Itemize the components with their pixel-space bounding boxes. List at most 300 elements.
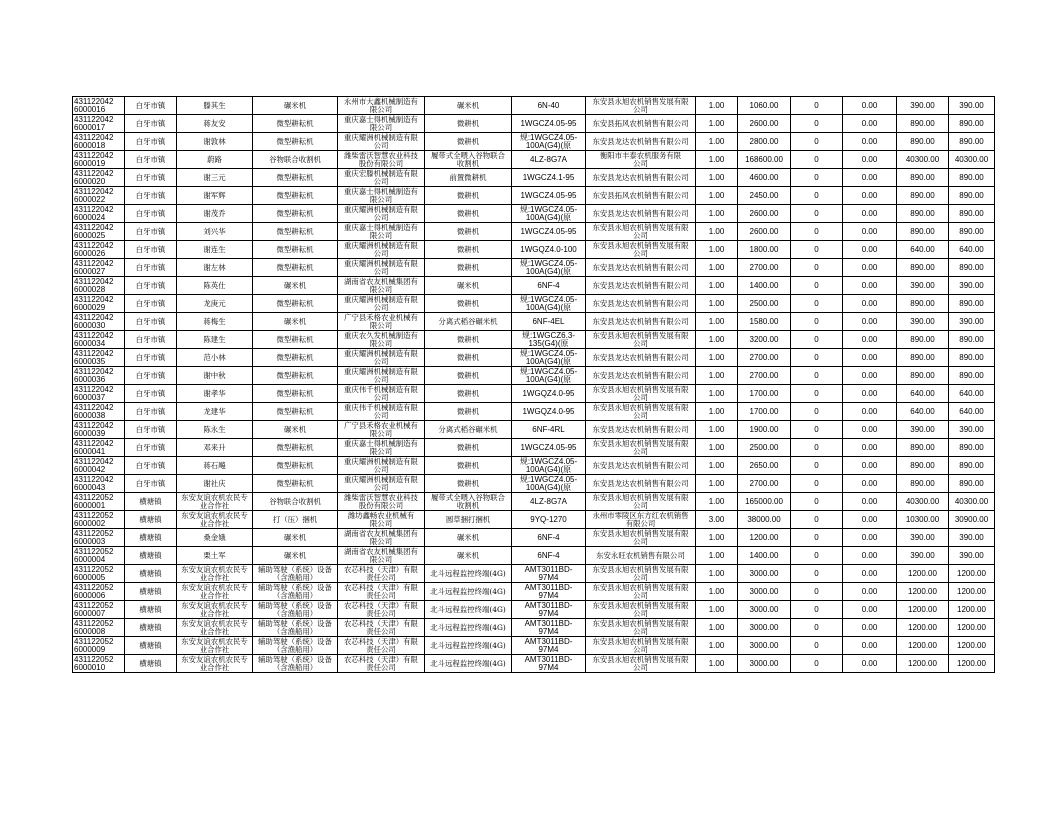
cell-category: 辅助驾驶（系统）设备 （含渔船用）: [253, 637, 338, 655]
cell-c1: 0: [791, 331, 843, 349]
cell-category: 微型耕耘机: [253, 169, 338, 187]
cell-c1: 0: [791, 223, 843, 241]
cell-sub2: 890.00: [949, 367, 995, 385]
cell-id: 431122042 6000028: [73, 277, 125, 295]
cell-model: 1WGCZ4.05-95: [512, 223, 586, 241]
cell-price: 2500.00: [738, 295, 791, 313]
cell-id: 431122052 6000006: [73, 583, 125, 601]
cell-maker: 重庆耀洲机械制造有限 公司: [338, 205, 425, 223]
cell-price: 4600.00: [738, 169, 791, 187]
cell-c1: 0: [791, 133, 843, 151]
cell-item: 履带式全喂入谷物联合 收割机: [425, 151, 512, 169]
cell-qty: 1.00: [696, 421, 738, 439]
cell-category: 辅助驾驶（系统）设备 （含渔船用）: [253, 619, 338, 637]
table-row: [73, 295, 995, 313]
cell-buyer: 东安友谊农机农民专 业合作社: [177, 565, 253, 583]
cell-model: 规:1WGCZ4.05- 100A(G4)(原: [512, 367, 586, 385]
table-row: [73, 115, 995, 133]
cell-category: 微型耕耘机: [253, 115, 338, 133]
table-row: [73, 169, 995, 187]
cell-item: 碾米机: [425, 97, 512, 115]
cell-sub2: 1200.00: [949, 637, 995, 655]
cell-qty: 1.00: [696, 475, 738, 493]
cell-qty: 1.00: [696, 601, 738, 619]
cell-dealer: 东安县永旭农机销售发展有限 公司: [586, 565, 696, 583]
cell-sub1: 890.00: [897, 187, 949, 205]
cell-buyer: 蔚路: [177, 151, 253, 169]
cell-model: 4LZ-8G7A: [512, 151, 586, 169]
cell-sub1: 890.00: [897, 259, 949, 277]
cell-maker: 重庆嘉士得机械制造有 限公司: [338, 223, 425, 241]
cell-town: 白牙市镇: [125, 295, 177, 313]
cell-town: 横塘镇: [125, 529, 177, 547]
table-row: [73, 529, 995, 547]
cell-sub2: 890.00: [949, 295, 995, 313]
cell-category: 微型耕耘机: [253, 205, 338, 223]
cell-dealer: 东安县龙达农机销售有限公司: [586, 313, 696, 331]
cell-price: 38000.00: [738, 511, 791, 529]
cell-buyer: 谢孝华: [177, 385, 253, 403]
cell-maker: 湖南省农友机械集团有 限公司: [338, 547, 425, 565]
cell-id: 431122052 6000003: [73, 529, 125, 547]
cell-town: 白牙市镇: [125, 151, 177, 169]
cell-dealer: 东安县拓风农机销售有限公司: [586, 187, 696, 205]
cell-qty: 1.00: [696, 277, 738, 295]
subsidy-table: [72, 96, 995, 673]
cell-id: 431122042 6000037: [73, 385, 125, 403]
cell-c1: 0: [791, 655, 843, 673]
cell-maker: 重庆耀洲机械制造有限 公司: [338, 349, 425, 367]
cell-price: 1800.00: [738, 241, 791, 259]
cell-sub2: 390.00: [949, 313, 995, 331]
cell-c2: 0.00: [843, 529, 897, 547]
cell-sub2: 640.00: [949, 403, 995, 421]
cell-sub1: 390.00: [897, 277, 949, 295]
cell-sub2: 1200.00: [949, 619, 995, 637]
cell-id: 431122042 6000038: [73, 403, 125, 421]
cell-item: 分离式稻谷碾米机: [425, 313, 512, 331]
cell-model: 6N-40: [512, 97, 586, 115]
cell-price: 2650.00: [738, 457, 791, 475]
cell-item: 微耕机: [425, 403, 512, 421]
table-row: [73, 637, 995, 655]
cell-item: 北斗远程监控终端(4G): [425, 619, 512, 637]
cell-id: 431122052 6000008: [73, 619, 125, 637]
cell-sub2: 890.00: [949, 349, 995, 367]
cell-c1: 0: [791, 637, 843, 655]
cell-maker: 湖南省农友机械集团有 限公司: [338, 277, 425, 295]
table-row: [73, 367, 995, 385]
cell-item: 碾米机: [425, 529, 512, 547]
cell-price: 2700.00: [738, 475, 791, 493]
table-row: [73, 493, 995, 511]
cell-sub1: 40300.00: [897, 151, 949, 169]
cell-item: 微耕机: [425, 349, 512, 367]
cell-price: 3000.00: [738, 655, 791, 673]
cell-id: 431122042 6000025: [73, 223, 125, 241]
cell-qty: 1.00: [696, 205, 738, 223]
cell-c1: 0: [791, 259, 843, 277]
cell-id: 431122042 6000016: [73, 97, 125, 115]
cell-maker: 重庆耀洲机械制造有限 公司: [338, 295, 425, 313]
cell-model: 6NF-4: [512, 529, 586, 547]
cell-buyer: 滕其生: [177, 97, 253, 115]
cell-id: 431122052 6000001: [73, 493, 125, 511]
cell-item: 北斗远程监控终端(4G): [425, 601, 512, 619]
cell-maker: 农芯科技（天津）有限 责任公司: [338, 583, 425, 601]
cell-town: 横塘镇: [125, 637, 177, 655]
cell-c1: 0: [791, 565, 843, 583]
cell-item: 北斗远程监控终端(4G): [425, 583, 512, 601]
cell-qty: 1.00: [696, 349, 738, 367]
cell-price: 2700.00: [738, 367, 791, 385]
cell-maker: 重庆耀洲机械制造有限 公司: [338, 259, 425, 277]
cell-c1: 0: [791, 547, 843, 565]
cell-town: 横塘镇: [125, 655, 177, 673]
cell-c1: 0: [791, 385, 843, 403]
cell-maker: 潍柴雷沃智慧农业科技 股份有限公司: [338, 151, 425, 169]
cell-qty: 1.00: [696, 403, 738, 421]
cell-c1: 0: [791, 511, 843, 529]
cell-town: 白牙市镇: [125, 97, 177, 115]
cell-town: 横塘镇: [125, 583, 177, 601]
cell-sub2: 390.00: [949, 547, 995, 565]
cell-item: 微耕机: [425, 241, 512, 259]
cell-maker: 重庆宏滕机械制造有限 公司: [338, 169, 425, 187]
cell-sub1: 640.00: [897, 241, 949, 259]
cell-c1: 0: [791, 169, 843, 187]
cell-price: 3000.00: [738, 583, 791, 601]
cell-maker: 永州市大鑫机械制造有 限公司: [338, 97, 425, 115]
cell-qty: 1.00: [696, 169, 738, 187]
cell-sub1: 890.00: [897, 331, 949, 349]
cell-price: 1700.00: [738, 385, 791, 403]
cell-c2: 0.00: [843, 349, 897, 367]
cell-dealer: 东安县永旭农机销售发展有限 公司: [586, 583, 696, 601]
cell-sub1: 640.00: [897, 403, 949, 421]
cell-c2: 0.00: [843, 565, 897, 583]
cell-town: 白牙市镇: [125, 133, 177, 151]
cell-item: 微耕机: [425, 367, 512, 385]
cell-category: 辅助驾驶（系统）设备 （含渔船用）: [253, 583, 338, 601]
cell-buyer: 谢三元: [177, 169, 253, 187]
cell-maker: 农芯科技（天津）有限 责任公司: [338, 637, 425, 655]
cell-c2: 0.00: [843, 187, 897, 205]
cell-category: 微型耕耘机: [253, 133, 338, 151]
cell-model: 规:1WGCZ4.05- 100A(G4)(原: [512, 205, 586, 223]
table-row: [73, 421, 995, 439]
cell-c1: 0: [791, 439, 843, 457]
cell-item: 前置微耕机: [425, 169, 512, 187]
cell-dealer: 东安县龙达农机销售有限公司: [586, 475, 696, 493]
cell-id: 431122042 6000026: [73, 241, 125, 259]
cell-model: 1WGCZ4.1-95: [512, 169, 586, 187]
cell-qty: 1.00: [696, 529, 738, 547]
cell-id: 431122052 6000010: [73, 655, 125, 673]
cell-price: 1060.00: [738, 97, 791, 115]
table-row: [73, 547, 995, 565]
cell-qty: 1.00: [696, 385, 738, 403]
cell-town: 白牙市镇: [125, 385, 177, 403]
cell-sub2: 890.00: [949, 331, 995, 349]
cell-town: 横塘镇: [125, 493, 177, 511]
cell-item: 微耕机: [425, 187, 512, 205]
cell-sub1: 1200.00: [897, 619, 949, 637]
cell-dealer: 东安县龙达农机销售有限公司: [586, 457, 696, 475]
cell-sub1: 890.00: [897, 205, 949, 223]
cell-c1: 0: [791, 241, 843, 259]
cell-town: 白牙市镇: [125, 403, 177, 421]
cell-c1: 0: [791, 457, 843, 475]
cell-sub2: 890.00: [949, 457, 995, 475]
cell-town: 白牙市镇: [125, 331, 177, 349]
cell-qty: 1.00: [696, 187, 738, 205]
cell-item: 圆草捆打捆机: [425, 511, 512, 529]
cell-town: 白牙市镇: [125, 367, 177, 385]
cell-dealer: 东安县永旭农机销售发展有限 公司: [586, 601, 696, 619]
cell-sub2: 890.00: [949, 223, 995, 241]
cell-sub1: 890.00: [897, 295, 949, 313]
cell-sub1: 1200.00: [897, 637, 949, 655]
cell-category: 碾米机: [253, 529, 338, 547]
cell-dealer: 东安永旺农机销售有限公司: [586, 547, 696, 565]
cell-qty: 1.00: [696, 367, 738, 385]
cell-c1: 0: [791, 205, 843, 223]
cell-sub2: 640.00: [949, 241, 995, 259]
cell-category: 微型耕耘机: [253, 241, 338, 259]
cell-town: 白牙市镇: [125, 421, 177, 439]
table-row: [73, 313, 995, 331]
cell-qty: 1.00: [696, 259, 738, 277]
cell-town: 白牙市镇: [125, 475, 177, 493]
cell-model: 1WGCZ4.05-95: [512, 115, 586, 133]
cell-town: 白牙市镇: [125, 241, 177, 259]
cell-model: 1WGQZ4.0-100: [512, 241, 586, 259]
cell-model: 规:1WGCZ4.05- 100A(G4)(原: [512, 475, 586, 493]
cell-category: 微型耕耘机: [253, 457, 338, 475]
cell-town: 横塘镇: [125, 619, 177, 637]
cell-qty: 1.00: [696, 313, 738, 331]
cell-sub2: 890.00: [949, 439, 995, 457]
cell-c1: 0: [791, 151, 843, 169]
cell-buyer: 陈建生: [177, 331, 253, 349]
table-row: [73, 403, 995, 421]
cell-maker: 重庆嘉士得机械制造有 限公司: [338, 115, 425, 133]
cell-model: 1WGQZ4.0-95: [512, 403, 586, 421]
table-row: [73, 331, 995, 349]
cell-id: 431122042 6000020: [73, 169, 125, 187]
table-row: [73, 349, 995, 367]
cell-model: 6NF-4: [512, 277, 586, 295]
cell-model: AMT3011BD- 97M4: [512, 583, 586, 601]
cell-id: 431122052 6000005: [73, 565, 125, 583]
cell-id: 431122042 6000029: [73, 295, 125, 313]
cell-town: 白牙市镇: [125, 169, 177, 187]
cell-dealer: 东安县永旭农机销售发展有限 公司: [586, 223, 696, 241]
cell-sub2: 390.00: [949, 97, 995, 115]
cell-model: 规:1WGCZ4.05- 100A(G4)(原: [512, 133, 586, 151]
cell-sub1: 390.00: [897, 547, 949, 565]
table-row: [73, 439, 995, 457]
cell-id: 431122042 6000036: [73, 367, 125, 385]
cell-category: 微型耕耘机: [253, 259, 338, 277]
cell-item: 北斗远程监控终端(4G): [425, 565, 512, 583]
cell-item: 微耕机: [425, 115, 512, 133]
table-row: [73, 511, 995, 529]
cell-model: 1WGCZ4.05-95: [512, 187, 586, 205]
cell-maker: 重庆耀洲机械制造有限 公司: [338, 457, 425, 475]
cell-price: 3200.00: [738, 331, 791, 349]
cell-c2: 0.00: [843, 475, 897, 493]
cell-category: 碾米机: [253, 421, 338, 439]
cell-c2: 0.00: [843, 547, 897, 565]
cell-dealer: 东安县龙达农机销售有限公司: [586, 169, 696, 187]
cell-sub2: 1200.00: [949, 601, 995, 619]
cell-id: 431122042 6000035: [73, 349, 125, 367]
cell-c2: 0.00: [843, 583, 897, 601]
cell-c2: 0.00: [843, 385, 897, 403]
cell-qty: 1.00: [696, 619, 738, 637]
cell-sub2: 890.00: [949, 475, 995, 493]
cell-c2: 0.00: [843, 493, 897, 511]
cell-category: 碾米机: [253, 547, 338, 565]
cell-qty: 1.00: [696, 439, 738, 457]
cell-price: 2600.00: [738, 115, 791, 133]
cell-buyer: 邓来升: [177, 439, 253, 457]
cell-id: 431122052 6000007: [73, 601, 125, 619]
cell-model: 6NF-4EL: [512, 313, 586, 331]
cell-maker: 重庆嘉士得机械制造有 限公司: [338, 439, 425, 457]
cell-price: 2600.00: [738, 205, 791, 223]
cell-c2: 0.00: [843, 367, 897, 385]
cell-buyer: 谢中秋: [177, 367, 253, 385]
cell-buyer: 谢连生: [177, 241, 253, 259]
cell-maker: 重庆嘉士得机械制造有 限公司: [338, 187, 425, 205]
cell-maker: 重庆农久发机械制造有 限公司: [338, 331, 425, 349]
cell-dealer: 东安县龙达农机销售有限公司: [586, 277, 696, 295]
cell-price: 3000.00: [738, 565, 791, 583]
cell-buyer: 刘兴华: [177, 223, 253, 241]
cell-c1: 0: [791, 583, 843, 601]
cell-qty: 1.00: [696, 493, 738, 511]
cell-c2: 0.00: [843, 115, 897, 133]
cell-id: 431122042 6000034: [73, 331, 125, 349]
cell-c1: 0: [791, 403, 843, 421]
cell-buyer: 蒋梅生: [177, 313, 253, 331]
cell-dealer: 东安县永旭农机销售发展有限 公司: [586, 403, 696, 421]
table-row: [73, 277, 995, 295]
cell-town: 横塘镇: [125, 547, 177, 565]
cell-town: 横塘镇: [125, 601, 177, 619]
cell-maker: 农芯科技（天津）有限 责任公司: [338, 565, 425, 583]
table-row: [73, 655, 995, 673]
cell-price: 2500.00: [738, 439, 791, 457]
cell-sub1: 390.00: [897, 97, 949, 115]
cell-c2: 0.00: [843, 619, 897, 637]
cell-sub1: 1200.00: [897, 565, 949, 583]
cell-dealer: 东安县永旭农机销售发展有限 公司: [586, 385, 696, 403]
cell-category: 辅助驾驶（系统）设备 （含渔船用）: [253, 655, 338, 673]
cell-c1: 0: [791, 187, 843, 205]
cell-id: 431122042 6000027: [73, 259, 125, 277]
cell-buyer: 栗土军: [177, 547, 253, 565]
cell-sub2: 890.00: [949, 133, 995, 151]
cell-town: 白牙市镇: [125, 313, 177, 331]
cell-price: 2700.00: [738, 259, 791, 277]
cell-maker: 湖南省农友机械集团有 限公司: [338, 529, 425, 547]
cell-c2: 0.00: [843, 295, 897, 313]
cell-c2: 0.00: [843, 133, 897, 151]
cell-c1: 0: [791, 493, 843, 511]
cell-price: 1700.00: [738, 403, 791, 421]
cell-category: 打（压）捆机: [253, 511, 338, 529]
cell-category: 碾米机: [253, 97, 338, 115]
cell-category: 微型耕耘机: [253, 349, 338, 367]
cell-qty: 1.00: [696, 151, 738, 169]
cell-sub1: 890.00: [897, 457, 949, 475]
cell-maker: 广宁县禾格农业机械有 限公司: [338, 421, 425, 439]
table-row: [73, 457, 995, 475]
cell-dealer: 东安县永旭农机销售发展有限 公司: [586, 241, 696, 259]
cell-sub1: 40300.00: [897, 493, 949, 511]
cell-c2: 0.00: [843, 169, 897, 187]
cell-sub2: 1200.00: [949, 655, 995, 673]
table-row: [73, 475, 995, 493]
cell-id: 431122052 6000002: [73, 511, 125, 529]
cell-c2: 0.00: [843, 313, 897, 331]
cell-category: 碾米机: [253, 313, 338, 331]
cell-dealer: 衡阳市丰泰农机服务有限 公司: [586, 151, 696, 169]
cell-qty: 1.00: [696, 547, 738, 565]
cell-price: 2800.00: [738, 133, 791, 151]
cell-dealer: 东安县永旭农机销售发展有限 公司: [586, 655, 696, 673]
cell-sub2: 1200.00: [949, 565, 995, 583]
cell-sub1: 1200.00: [897, 583, 949, 601]
cell-sub2: 1200.00: [949, 583, 995, 601]
cell-buyer: 蒋石飚: [177, 457, 253, 475]
table-row: [73, 565, 995, 583]
cell-dealer: 东安县龙达农机销售有限公司: [586, 133, 696, 151]
cell-c2: 0.00: [843, 421, 897, 439]
cell-sub2: 640.00: [949, 385, 995, 403]
cell-buyer: 东安友谊农机农民专 业合作社: [177, 493, 253, 511]
cell-dealer: 东安县永旭农机销售发展有限 公司: [586, 331, 696, 349]
cell-c2: 0.00: [843, 457, 897, 475]
cell-c1: 0: [791, 421, 843, 439]
table-row: [73, 385, 995, 403]
cell-buyer: 谢茂乔: [177, 205, 253, 223]
table-row: [73, 205, 995, 223]
cell-maker: 潍坊鑫畅农业机械有 限公司: [338, 511, 425, 529]
cell-buyer: 谢敦林: [177, 133, 253, 151]
cell-buyer: 蒋友安: [177, 115, 253, 133]
table-row: [73, 151, 995, 169]
cell-price: 2450.00: [738, 187, 791, 205]
cell-price: 1900.00: [738, 421, 791, 439]
cell-sub1: 890.00: [897, 115, 949, 133]
cell-buyer: 龙庚元: [177, 295, 253, 313]
cell-maker: 重庆伟千机械制造有限 公司: [338, 385, 425, 403]
table-row: [73, 97, 995, 115]
cell-price: 1200.00: [738, 529, 791, 547]
cell-item: 微耕机: [425, 223, 512, 241]
cell-model: 规:1WGCZ6.3- 135(G4)(原: [512, 331, 586, 349]
cell-item: 分离式稻谷碾米机: [425, 421, 512, 439]
cell-sub1: 10300.00: [897, 511, 949, 529]
cell-dealer: 东安县永旭农机销售发展有限 公司: [586, 637, 696, 655]
cell-buyer: 东安友谊农机农民专 业合作社: [177, 511, 253, 529]
cell-qty: 1.00: [696, 655, 738, 673]
